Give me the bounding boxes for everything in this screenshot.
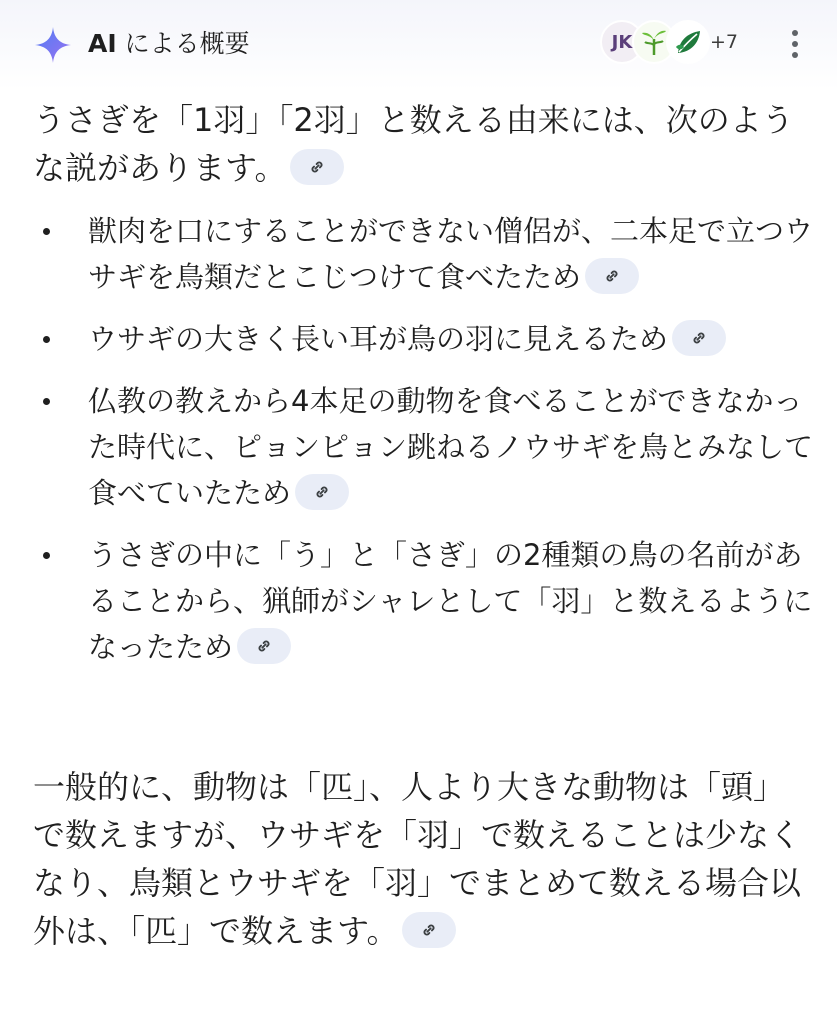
- link-icon[interactable]: [672, 320, 726, 356]
- ai-overview-header: [0, 0, 837, 86]
- source-avatars[interactable]: [600, 20, 750, 64]
- summary-paragraph: [33, 763, 813, 955]
- reason-list: [33, 208, 813, 686]
- link-icon[interactable]: [290, 149, 344, 185]
- intro-text: うさぎを「1羽」「2羽」と数える由来には、次のような説があります。: [33, 101, 794, 187]
- list-item: 獣肉を口にすることができない僧侶が、二本足で立つウサギを鳥類だとこじつけて食べたため: [33, 208, 813, 300]
- link-icon[interactable]: [295, 474, 349, 510]
- link-icon[interactable]: [237, 628, 291, 664]
- link-icon[interactable]: [402, 912, 456, 948]
- list-item: うさぎの中に「う」と「さぎ」の2種類の鳥の名前があることから、猟師がシャレとして「羽」と数えるようになったため: [33, 532, 813, 670]
- bullet-icon: [43, 398, 50, 405]
- summary-text: 一般的に、動物は「匹」、人より大きな動物は「頭」で数えますが、ウサギを「羽」で数えることは少なくなり、鳥類とウサギを「羽」でまとめて数える場合以外は、「匹」で数えます。: [33, 768, 802, 950]
- avatar[interactable]: JK: [600, 20, 644, 64]
- more-vert-icon[interactable]: [780, 24, 810, 64]
- ai-overview-title: AI による概要: [88, 29, 250, 58]
- leaf-avatar-icon[interactable]: [666, 20, 710, 64]
- link-icon[interactable]: [585, 258, 639, 294]
- sparkle-icon: [33, 25, 73, 65]
- intro-paragraph: [33, 96, 813, 192]
- more-sources-count[interactable]: +7: [710, 31, 739, 53]
- bullet-icon: [43, 336, 50, 343]
- bullet-icon: [43, 552, 50, 559]
- list-item: ウサギの大きく長い耳が鳥の羽に見えるため: [33, 316, 813, 362]
- list-item: 仏教の教えから4本足の動物を食べることができなかった時代に、ピョンピョン跳ねるノウサギを鳥とみなして食べていたため: [33, 378, 813, 516]
- bullet-icon: [43, 228, 50, 235]
